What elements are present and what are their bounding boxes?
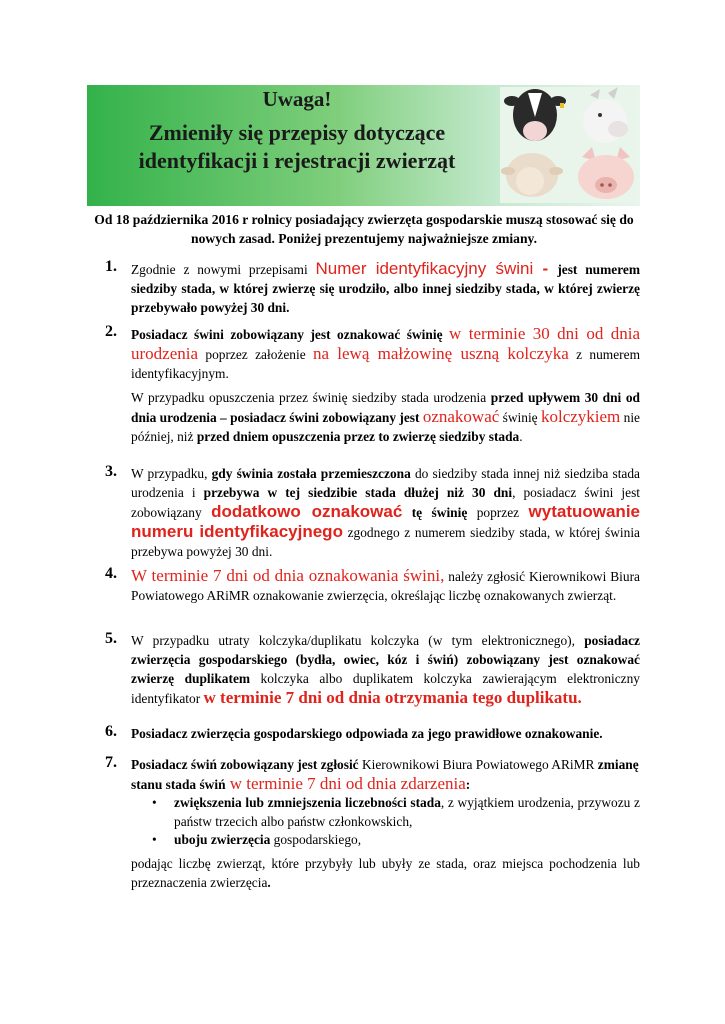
list-item-1: 1. Zgodnie z nowymi przepisami Numer identyfikacyjny świni - jest numerem siedziby stada, w której zwierzę się urodziło, albo innej siedziby stada, w której zwierzę przebywało powyżej 30 dni. — [105, 258, 640, 315]
bullet-icon: • — [152, 795, 157, 810]
list-item-5: 5. W przypadku utraty kolczyka/duplikatu kolczyka (w tym elektronicznego), posiadacz zwierzęcia gospodarskiego (bydła, owiec, kóz i świń) zobowiązany jest oznakować zwierzę duplikatem kolczyka albo duplikatem kolczyka zawierającym elektroniczny identyfikator w terminie 7 dni od dnia otrzymania tego duplikatu. — [105, 630, 641, 707]
list-item-2: 2. Posiadacz świni zobowiązany jest oznakować świnię w terminie 30 dni od dnia urodzenia poprzez założenie na lewą małżowinę uszną kolczyka z numerem identyfikacyjnym. — [105, 323, 640, 381]
list-item-6: 6. Posiadacz zwierzęcia gospodarskiego odpowiada za jego prawidłowe oznakowanie. — [105, 723, 603, 741]
list-item-4: 4. W terminie 7 dni od dnia oznakowania świni, należy zgłosić Kierownikowi Biura Powiatowego ARiMR oznakowanie zwierzęcia, określając liczbę oznakowanych zwierząt. — [105, 565, 640, 603]
banner-title: Uwaga! — [262, 87, 332, 111]
intro-text: Od 18 października 2016 r rolnicy posiadający zwierzęta gospodarskie muszą stosować się do nowych zasad. Poniżej prezentujemy najważniejsze zmiany. — [94, 212, 634, 246]
bullet-item-2: • uboju zwierzęcia gospodarskiego, — [152, 832, 362, 847]
bullet-icon: • — [152, 832, 157, 847]
list-item-7: 7. Posiadacz świń zobowiązany jest zgłosić Kierownikowi Biura Powiatowego ARiMR zmianę stanu stada świń w terminie 7 dni od dnia zdarzenia: — [105, 754, 639, 793]
item-2-note: W przypadku opuszczenia przez świnię siedziby stada urodzenia przed upływem 30 dni od dnia urodzenia – posiadacz świni zobowiązany jest oznakować świnię kolczykiem nie później, niż przed dniem opuszczenia przez to zwierzę siedziby stada. — [131, 390, 640, 444]
banner-subtitle: Zmieniły się przepisy dotyczące identyfikacji i rejestracji zwierząt — [138, 120, 456, 173]
header-banner — [87, 85, 640, 206]
bullet-item-1: • zwiększenia lub zmniejszenia liczebności stada, z wyjątkiem urodzenia, przywozu z państw trzecich albo państw członkowskich, — [152, 795, 640, 829]
list-item-3: 3. W przypadku, gdy świnia została przemieszczona do siedziby stada innej niż siedziba stada urodzenia i przebywa w tej siedzibie stada dłużej niż 30 dni, posiadacz świni jest zobowiązany dodatkowo oznakować tę świnię poprzez wytatuowanie numeru identyfikacyjnego zgodnego z numerem siedziby stada, w której świnia przebywa powyżej 30 dni. — [105, 463, 640, 559]
closing-text: podając liczbę zwierząt, które przybyły lub ubyły ze stada, oraz miejsca pochodzenia lub przeznaczenia zwierzęcia. — [131, 856, 640, 890]
animal-heads-image — [500, 87, 638, 203]
